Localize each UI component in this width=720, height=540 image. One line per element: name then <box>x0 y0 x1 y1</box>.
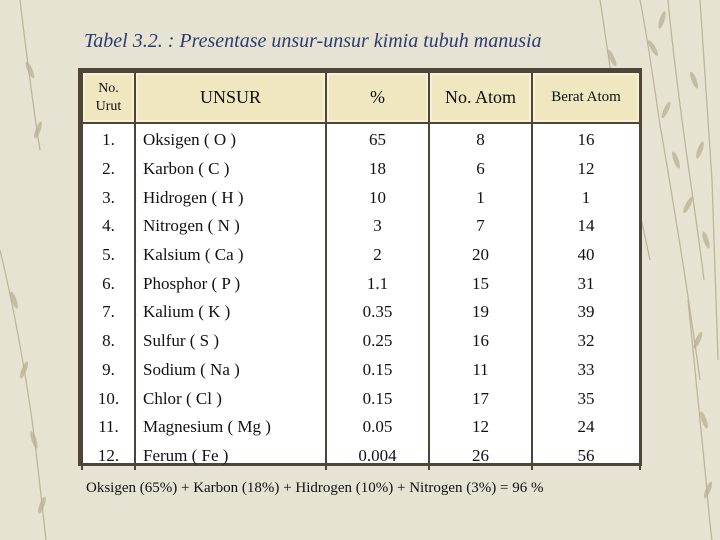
table-row <box>82 241 640 270</box>
cell-unsur: Oksigen ( O ) <box>135 123 326 155</box>
cell-unsur: Ferum ( Fe ) <box>135 442 326 471</box>
footer-summary: Oksigen (65%) + Karbon (18%) + Hidrogen (10%) + Nitrogen (3%) = 96 % <box>86 480 544 496</box>
cell-no: 3. <box>82 183 135 212</box>
cell-no-atom: 20 <box>429 241 532 270</box>
cell-no-atom: 12 <box>429 413 532 442</box>
header-percent: % <box>326 72 429 123</box>
table-row <box>82 212 640 241</box>
cell-unsur: Hidrogen ( H ) <box>135 183 326 212</box>
table-row <box>82 442 640 471</box>
cell-percent: 10 <box>326 183 429 212</box>
cell-berat-atom: 56 <box>532 442 640 471</box>
table-body <box>82 123 640 470</box>
cell-percent: 65 <box>326 123 429 155</box>
cell-no-atom: 15 <box>429 269 532 298</box>
cell-berat-atom: 24 <box>532 413 640 442</box>
cell-no-atom: 26 <box>429 442 532 471</box>
header-no-atom: No. Atom <box>429 72 532 123</box>
cell-no-atom: 11 <box>429 356 532 385</box>
cell-percent: 2 <box>326 241 429 270</box>
table-title: Tabel 3.2. : Presentase unsur-unsur kimia tubuh manusia <box>84 30 542 52</box>
table-row <box>82 123 640 155</box>
header-no-line2: Urut <box>95 98 122 114</box>
cell-no: 6. <box>82 269 135 298</box>
header-berat-atom: Berat Atom <box>532 72 640 123</box>
cell-percent: 0.15 <box>326 384 429 413</box>
cell-berat-atom: 1 <box>532 183 640 212</box>
cell-berat-atom: 16 <box>532 123 640 155</box>
cell-percent: 0.15 <box>326 356 429 385</box>
cell-berat-atom: 31 <box>532 269 640 298</box>
cell-unsur: Magnesium ( Mg ) <box>135 413 326 442</box>
cell-no-atom: 7 <box>429 212 532 241</box>
cell-percent: 0.25 <box>326 327 429 356</box>
cell-no: 2. <box>82 155 135 184</box>
element-table-grid <box>81 71 641 470</box>
table-row <box>82 384 640 413</box>
table-row <box>82 183 640 212</box>
cell-berat-atom: 32 <box>532 327 640 356</box>
cell-percent: 1.1 <box>326 269 429 298</box>
cell-no-atom: 17 <box>429 384 532 413</box>
table-row <box>82 155 640 184</box>
cell-unsur: Sodium ( Na ) <box>135 356 326 385</box>
table-row <box>82 269 640 298</box>
cell-no: 1. <box>82 123 135 155</box>
table-row <box>82 327 640 356</box>
header-no-line1: No. <box>98 80 119 96</box>
cell-percent: 0.004 <box>326 442 429 471</box>
cell-no-atom: 6 <box>429 155 532 184</box>
cell-percent: 0.05 <box>326 413 429 442</box>
cell-no: 12. <box>82 442 135 471</box>
cell-unsur: Nitrogen ( N ) <box>135 212 326 241</box>
cell-no-atom: 1 <box>429 183 532 212</box>
cell-no-atom: 19 <box>429 298 532 327</box>
cell-no: 5. <box>82 241 135 270</box>
cell-percent: 0.35 <box>326 298 429 327</box>
cell-berat-atom: 12 <box>532 155 640 184</box>
cell-berat-atom: 39 <box>532 298 640 327</box>
cell-no: 7. <box>82 298 135 327</box>
cell-unsur: Chlor ( Cl ) <box>135 384 326 413</box>
header-no-urut <box>82 72 135 123</box>
cell-percent: 3 <box>326 212 429 241</box>
header-unsur: UNSUR <box>135 72 326 123</box>
cell-no-atom: 16 <box>429 327 532 356</box>
cell-unsur: Phosphor ( P ) <box>135 269 326 298</box>
cell-unsur: Kalium ( K ) <box>135 298 326 327</box>
table-row <box>82 356 640 385</box>
cell-berat-atom: 14 <box>532 212 640 241</box>
cell-no: 8. <box>82 327 135 356</box>
table-header-row <box>82 72 640 123</box>
cell-no: 4. <box>82 212 135 241</box>
cell-unsur: Karbon ( C ) <box>135 155 326 184</box>
element-table <box>78 68 642 466</box>
cell-no: 9. <box>82 356 135 385</box>
cell-no: 10. <box>82 384 135 413</box>
cell-unsur: Kalsium ( Ca ) <box>135 241 326 270</box>
table-row <box>82 298 640 327</box>
cell-no: 11. <box>82 413 135 442</box>
cell-berat-atom: 33 <box>532 356 640 385</box>
table-row <box>82 413 640 442</box>
cell-no-atom: 8 <box>429 123 532 155</box>
cell-berat-atom: 40 <box>532 241 640 270</box>
cell-berat-atom: 35 <box>532 384 640 413</box>
cell-unsur: Sulfur ( S ) <box>135 327 326 356</box>
cell-percent: 18 <box>326 155 429 184</box>
